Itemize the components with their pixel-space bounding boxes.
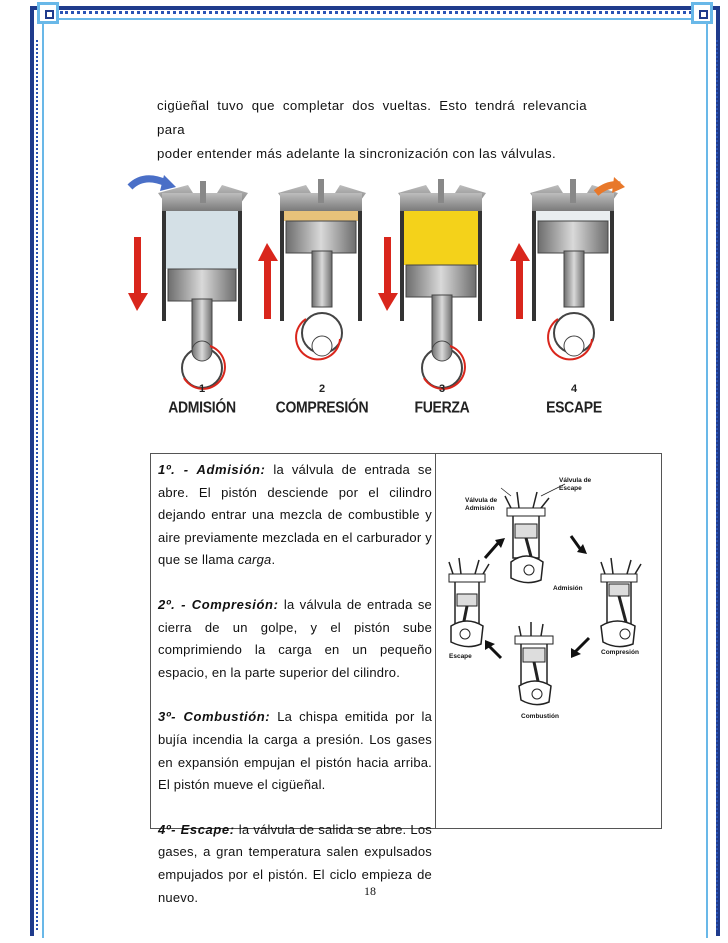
stage-1-label: ADMISIÓN: [168, 397, 236, 417]
step-3-heading: 3º- Combustión:: [158, 709, 271, 725]
step-1-body: la válvula de entrada se abre. El pistón desciende por el cilindro dejando entrar una mezcla de combustible y aire previamente mezclada en el carburador y que se llama: [158, 462, 432, 568]
cycle-engine-bottom: [515, 622, 553, 705]
step-compresion: [158, 594, 432, 684]
stage-4-label: ESCAPE: [546, 397, 602, 417]
label-valvula-escape-1: Válvula de: [559, 477, 592, 484]
steps-text-column: [158, 459, 432, 909]
label-escape: Escape: [449, 653, 472, 660]
intro-paragraph: [157, 94, 587, 166]
step-2-body: la válvula de entrada se cierra de un golpe, y el pistón sube comprimiendo la carga en un pequeño espacio, en la parte superior del cilindro.: [158, 596, 432, 680]
step-4-body: la válvula de salida se abre. Los gases, a gran temperatura salen expulsados empujados por el pistón. El ciclo empieza de nuevo.: [158, 821, 432, 905]
label-compresion: Compresión: [601, 649, 639, 656]
page-number: 18: [364, 884, 376, 898]
stage-3-number: 3: [438, 383, 446, 395]
label-valvula-admision-2: Admisión: [465, 505, 495, 512]
stroke-2-engine: [258, 179, 366, 359]
stroke-3-engine: [378, 179, 486, 389]
cycle-engine-right: [601, 558, 641, 647]
step-1-tail: .: [271, 552, 276, 568]
table-divider: [435, 454, 436, 828]
stage-4-number: 4: [570, 383, 578, 395]
corner-ornament-right: [691, 2, 713, 24]
step-4-heading: 4º- Escape:: [158, 821, 235, 837]
label-valvula-escape-2: Escape: [559, 485, 582, 492]
cycle-arrow-1: [571, 536, 581, 550]
intro-line-2: poder entender más adelante la sincronización con las válvulas.: [157, 146, 557, 161]
label-combustion: Combustión: [521, 713, 559, 720]
stroke-1-engine: [128, 175, 248, 389]
intro-line-1: cigüeñal tuvo que completar dos vueltas. Esto tendrá relevancia para: [157, 98, 587, 137]
cycle-engine-top: [501, 484, 565, 583]
page-border-dots: [60, 11, 692, 14]
step-2-heading: 2º. - Compresión:: [158, 596, 279, 612]
four-stroke-cycle-diagram: [441, 462, 659, 724]
cycle-arrow-4: [485, 542, 499, 558]
step-1-heading: 1º. - Admisión:: [158, 462, 266, 477]
stage-2-label: COMPRESIÓN: [275, 397, 369, 417]
stage-3-label: FUERZA: [414, 397, 470, 417]
cycle-arrow-3: [489, 646, 501, 658]
step-admision: [158, 459, 432, 572]
four-stroke-illustration: [120, 163, 625, 425]
page-border-dots-left: [36, 40, 38, 930]
step-3-body: La chispa emitida por la bujía incendia la carga a presión. Los gases en expansión empujan el pistón hacia arriba. El pistón mueve el cigüeñal.: [158, 709, 432, 793]
label-valvula-admision-1: Válvula de: [465, 497, 498, 504]
cycle-svg: [441, 462, 659, 724]
cycle-engine-left: [449, 558, 489, 647]
step-1-emphasis: carga: [237, 552, 272, 568]
step-escape: [158, 819, 432, 909]
cycle-arrow-2: [575, 638, 589, 652]
stage-1-number: 1: [198, 383, 206, 395]
page-border-dots-right: [716, 40, 718, 930]
label-admision: Admisión: [553, 585, 583, 592]
stroke-4-engine: [510, 177, 625, 359]
corner-ornament-left: [37, 2, 59, 24]
step-combustion: [158, 706, 432, 796]
stage-2-number: 2: [318, 383, 326, 395]
